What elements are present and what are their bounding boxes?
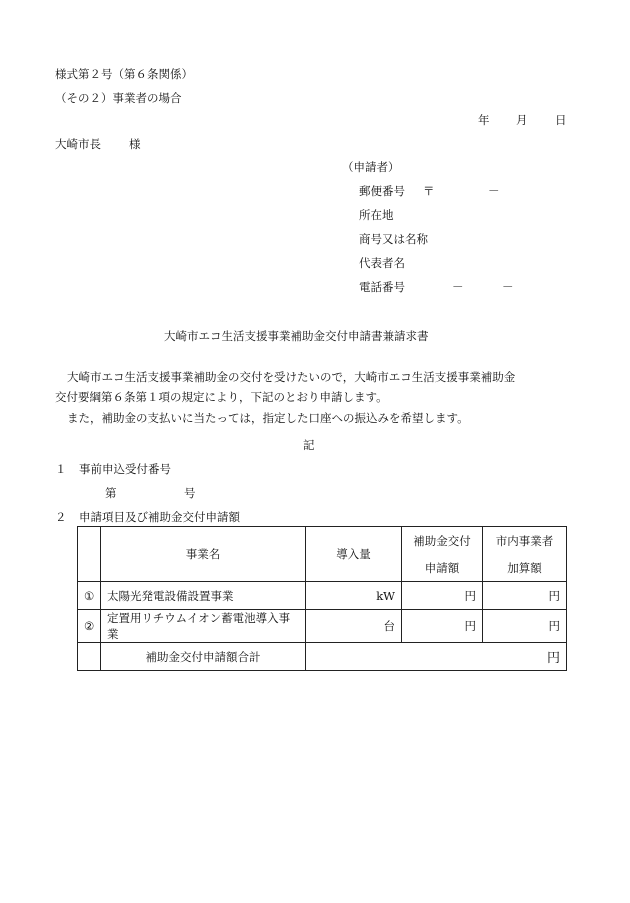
table-total-row [78, 643, 567, 671]
header-business-name: 事業名 [101, 527, 306, 582]
phone-dash-1: － [452, 280, 464, 294]
row-quantity-unit[interactable]: 台 [306, 610, 402, 643]
receipt-go: 号 [184, 486, 196, 500]
header-number-cell [78, 527, 101, 582]
body-line-2: 交付要綱第６条第１項の規定により，下記のとおり申請します。 [55, 390, 388, 404]
header-subsidy-line-1: 補助金交付 [402, 527, 483, 555]
table-row [78, 610, 567, 643]
row-business-name: 定置用リチウムイオン蓄電池導入事業 [101, 610, 306, 643]
ki-label: 記 [303, 438, 315, 452]
header-subsidy-line-2: 申請額 [402, 554, 483, 582]
row-number: ② [78, 610, 101, 643]
section-1-label: 事前申込受付番号 [79, 462, 171, 476]
applicant-heading: （申請者） [342, 160, 400, 174]
postal-mark: 〒 [423, 184, 435, 198]
body-line-1: 大崎市エコ生活支援事業補助金の交付を受けたいので，大崎市エコ生活支援事業補助金 [67, 370, 516, 384]
representative-label: 代表者名 [359, 256, 405, 270]
header-local-line-2: 加算額 [483, 554, 567, 582]
row-number: ① [78, 582, 101, 610]
date-year-label: 年 [478, 113, 490, 127]
address-label: 所在地 [359, 208, 394, 222]
case-label: （その２）事業者の場合 [55, 91, 182, 105]
header-local-line-1: 市内事業者 [483, 527, 567, 555]
phone-label: 電話番号 [359, 280, 405, 294]
header-quantity: 導入量 [306, 527, 402, 582]
row-subsidy-amount[interactable]: 円 [402, 610, 483, 643]
body-line-3: また，補助金の支払いに当たっては，指定した口座への振込みを希望します。 [67, 411, 469, 425]
section-1-number: １ [55, 462, 67, 476]
subsidy-table [77, 526, 567, 671]
section-2-label: 申請項目及び補助金交付申請額 [79, 510, 240, 524]
section-2-number: ２ [55, 510, 67, 524]
total-amount[interactable]: 円 [306, 643, 567, 671]
row-business-name: 太陽光発電設備設置事業 [101, 582, 306, 610]
phone-dash-2: － [502, 280, 514, 294]
row-quantity-unit[interactable]: kW [306, 582, 402, 610]
receipt-dai: 第 [105, 486, 117, 500]
date-day-label: 日 [555, 113, 567, 127]
addressee: 大崎市長 [55, 137, 101, 151]
addressee-honorific: 様 [129, 137, 141, 151]
postal-dash: － [488, 184, 500, 198]
date-month-label: 月 [516, 113, 528, 127]
total-label: 補助金交付申請額合計 [101, 643, 306, 671]
document-title: 大崎市エコ生活支援事業補助金交付申請書兼請求書 [164, 329, 429, 343]
company-name-label: 商号又は名称 [359, 232, 428, 246]
row-subsidy-amount[interactable]: 円 [402, 582, 483, 610]
total-number-cell [78, 643, 101, 671]
form-number: 様式第２号（第６条関係） [55, 67, 193, 81]
row-local-amount[interactable]: 円 [483, 582, 567, 610]
postal-code-label: 郵便番号 [359, 184, 405, 198]
table-row [78, 582, 567, 610]
row-local-amount[interactable]: 円 [483, 610, 567, 643]
table-header-row [78, 527, 567, 555]
